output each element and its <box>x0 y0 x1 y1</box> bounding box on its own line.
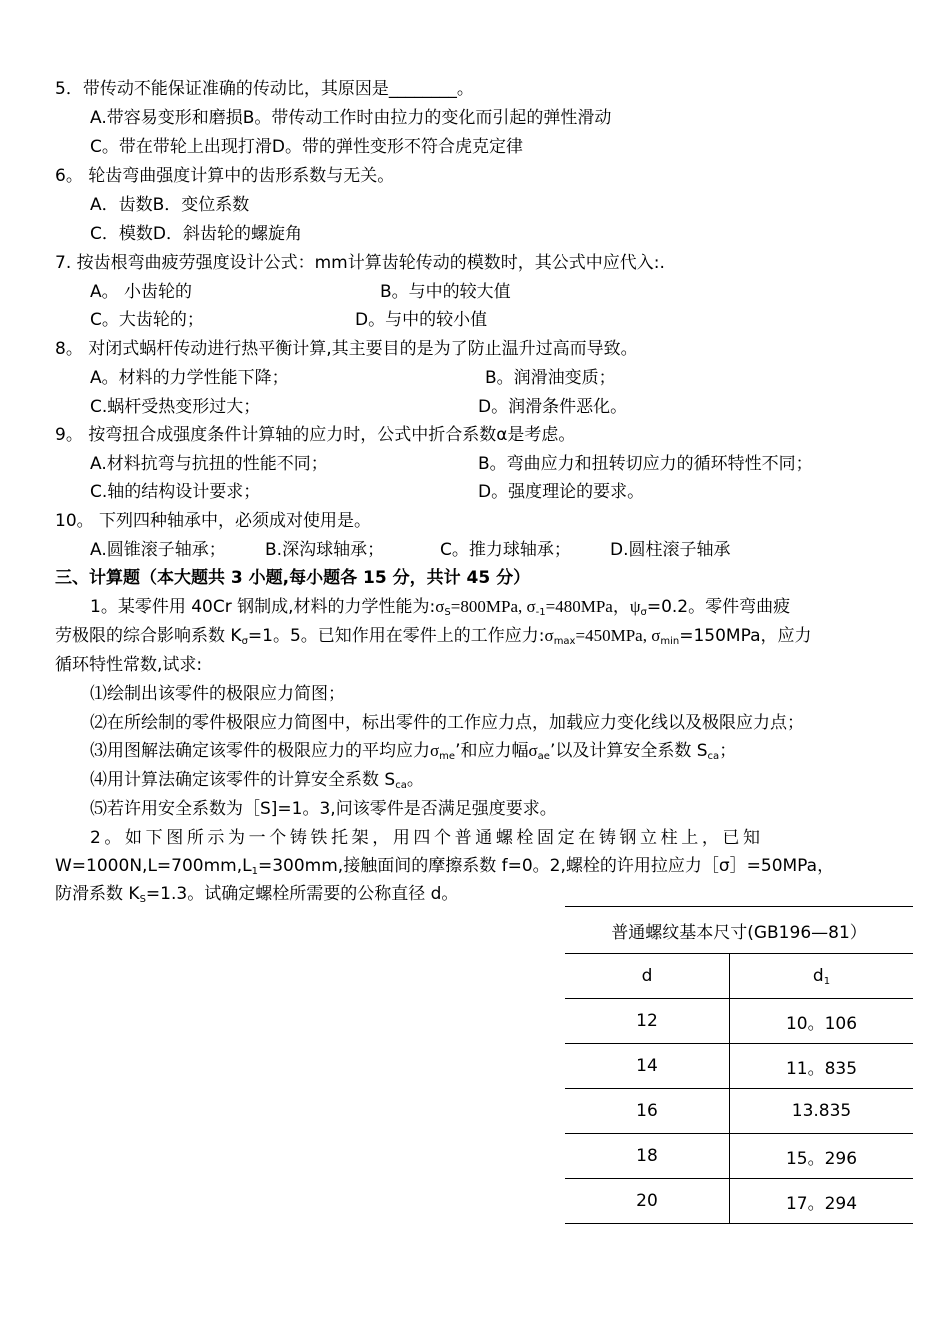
subscript: S <box>139 894 146 905</box>
question-7-option-d: D。与中的较小值 <box>355 310 488 330</box>
calc-1-item-3 <box>90 741 736 767</box>
question-8-option-a: A。材料的力学性能下降； <box>90 368 289 388</box>
question-8-option-d: D。润滑条件恶化。 <box>478 397 628 417</box>
text: =800MPa, <box>450 597 527 616</box>
subscript: me <box>439 751 456 762</box>
question-9-stem: 9。 按弯扭合成强度条件计算轴的应力时，公式中折合系数α是考虑。 <box>55 425 576 445</box>
table-caption: 普通螺纹基本尺寸(GB196—81） <box>565 907 913 954</box>
sigma-symbol: σ <box>430 741 440 760</box>
question-7-option-a: A。 小齿轮的 <box>90 282 193 302</box>
subscript: 1 <box>823 975 831 987</box>
text: =480MPa， <box>545 597 630 616</box>
text: 劳极限的综合影响系数 K <box>55 626 242 646</box>
question-8-option-b: B。润滑油变质； <box>485 368 616 388</box>
text: ⑷用计算法确定该零件的计算安全系数 S <box>90 770 396 790</box>
sigma-symbol: σ <box>526 597 536 616</box>
subscript: ca <box>707 751 720 762</box>
calc-1-line-1 <box>90 597 790 623</box>
text: 防滑系数 K <box>55 884 140 904</box>
question-5-stem: 5．带传动不能保证准确的传动比，其原因是________。 <box>55 79 474 99</box>
table-cell: 17。294 <box>730 1179 914 1224</box>
calc-1-line-2 <box>55 626 811 652</box>
sigma-symbol: σ <box>435 597 445 616</box>
subscript: σ <box>241 636 248 647</box>
question-7-stem: 7. 按齿根弯曲疲劳强度设计公式：mm计算齿轮传动的模数时，其公式中应代入:. <box>55 253 665 273</box>
question-9-option-c: C.轴的结构设计要求； <box>90 482 261 502</box>
text: =150MPa，应力 <box>679 626 812 646</box>
question-10-option-d: D.圆柱滚子轴承 <box>610 540 731 560</box>
subscript: 1 <box>251 866 258 877</box>
table-cell: 10。106 <box>730 999 914 1044</box>
header-text: d <box>812 965 824 986</box>
calc-2-line-2 <box>55 856 834 882</box>
calc-1-item-1: ⑴绘制出该零件的极限应力简图； <box>90 684 345 704</box>
table-cell: 13.835 <box>730 1089 914 1134</box>
table-row <box>565 1044 913 1089</box>
subscript: S <box>444 607 451 618</box>
calc-1-line-3: 循环特性常数,试求: <box>55 655 203 675</box>
calc-1-item-4 <box>90 770 424 796</box>
text: ’和应力幅 <box>455 741 529 761</box>
table-cell: 18 <box>565 1134 730 1179</box>
question-6-stem: 6。 轮齿弯曲强度计算中的齿形系数与无关。 <box>55 166 395 186</box>
sigma-symbol: σ <box>651 626 661 645</box>
text: W=1000N,L=700mm,L <box>55 856 252 876</box>
section-3-heading: 三、计算题（本大题共 3 小题,每小题各 15 分，共计 45 分） <box>55 568 531 588</box>
question-10-option-a: A.圆锥滚子轴承； <box>90 540 226 560</box>
question-9-option-a: A.材料抗弯与抗扭的性能不同； <box>90 454 328 474</box>
question-8-stem: 8。 对闭式蜗杆传动进行热平衡计算,其主要目的是为了防止温升过高而导致。 <box>55 339 638 359</box>
text: =1。5。已知作用在零件上的工作应力: <box>247 626 545 646</box>
text: =1.3。试确定螺栓所需要的公称直径 d。 <box>145 884 459 904</box>
subscript: min <box>660 636 680 647</box>
table-cell: 20 <box>565 1179 730 1224</box>
subscript: -1 <box>535 607 546 618</box>
table-row <box>565 1134 913 1179</box>
text: ’以及计算安全系数 S <box>549 741 708 761</box>
calc-1-item-2: ⑵在所绘制的零件极限应力简图中，标出零件的工作应力点，加载应力变化线以及极限应力点； <box>90 713 804 733</box>
question-9-option-d: D。强度理论的要求。 <box>478 482 645 502</box>
question-5-options-ab: A.带容易变形和磨损B。带传动工作时由拉力的变化而引起的弹性滑动 <box>90 108 612 128</box>
question-9-option-b: B。弯曲应力和扭转切应力的循环特性不同； <box>478 454 813 474</box>
text: 。 <box>406 770 424 790</box>
column-header-d1 <box>730 954 914 999</box>
table-cell: 14 <box>565 1044 730 1089</box>
calc-2-line-1: 2。如下图所示为一个铸铁托架，用四个普通螺栓固定在铸钢立柱上，已知 <box>90 828 764 848</box>
question-10-option-c: C。推力球轴承； <box>440 540 571 560</box>
subscript: ae <box>537 751 550 762</box>
question-10-stem: 10。 下列四种轴承中，必须成对使用是。 <box>55 511 372 531</box>
text: =300mm,接触面间的摩擦系数 f=0。2,螺栓的许用拉应力［σ］=50MPa， <box>257 856 835 876</box>
question-6-options-cd: C．模数D．斜齿轮的螺旋角 <box>90 224 302 244</box>
table-cell: 15。296 <box>730 1134 914 1179</box>
text: 1。某零件用 40Cr 钢制成,材料的力学性能为: <box>90 597 436 617</box>
column-header-d: d <box>565 954 730 999</box>
table-row <box>565 999 913 1044</box>
subscript: max <box>553 636 576 647</box>
psi-symbol: ψ <box>629 597 641 616</box>
question-5-options-cd: C。带在带轮上出现打滑D。带的弹性变形不符合虎克定律 <box>90 137 523 157</box>
table-row <box>565 1089 913 1134</box>
question-6-options-ab: A．齿数B．变位系数 <box>90 195 250 215</box>
table-cell: 11。835 <box>730 1044 914 1089</box>
text: ； <box>719 741 737 761</box>
text: =0.2。零件弯曲疲 <box>646 597 791 617</box>
table-cell: 16 <box>565 1089 730 1134</box>
subscript: ca <box>395 780 407 791</box>
calc-2-line-3 <box>55 884 458 910</box>
sigma-symbol: σ <box>528 741 538 760</box>
question-8-option-c: C.蜗杆受热变形过大； <box>90 397 261 417</box>
question-10-option-b: B.深沟球轴承； <box>265 540 385 560</box>
subscript: σ <box>640 607 647 618</box>
question-7-option-c: C。大齿轮的； <box>90 310 204 330</box>
text: ⑶用图解法确定该零件的极限应力的平均应力 <box>90 741 430 761</box>
text: =450MPa, <box>575 626 652 645</box>
sigma-symbol: σ <box>544 626 554 645</box>
calc-1-item-5: ⑸若许用安全系数为［S]=1。3,问该零件是否满足强度要求。 <box>90 799 557 819</box>
thread-size-table <box>565 906 913 1224</box>
table-row <box>565 1179 913 1224</box>
table-cell: 12 <box>565 999 730 1044</box>
question-7-option-b: B。与中的较大值 <box>380 282 511 302</box>
